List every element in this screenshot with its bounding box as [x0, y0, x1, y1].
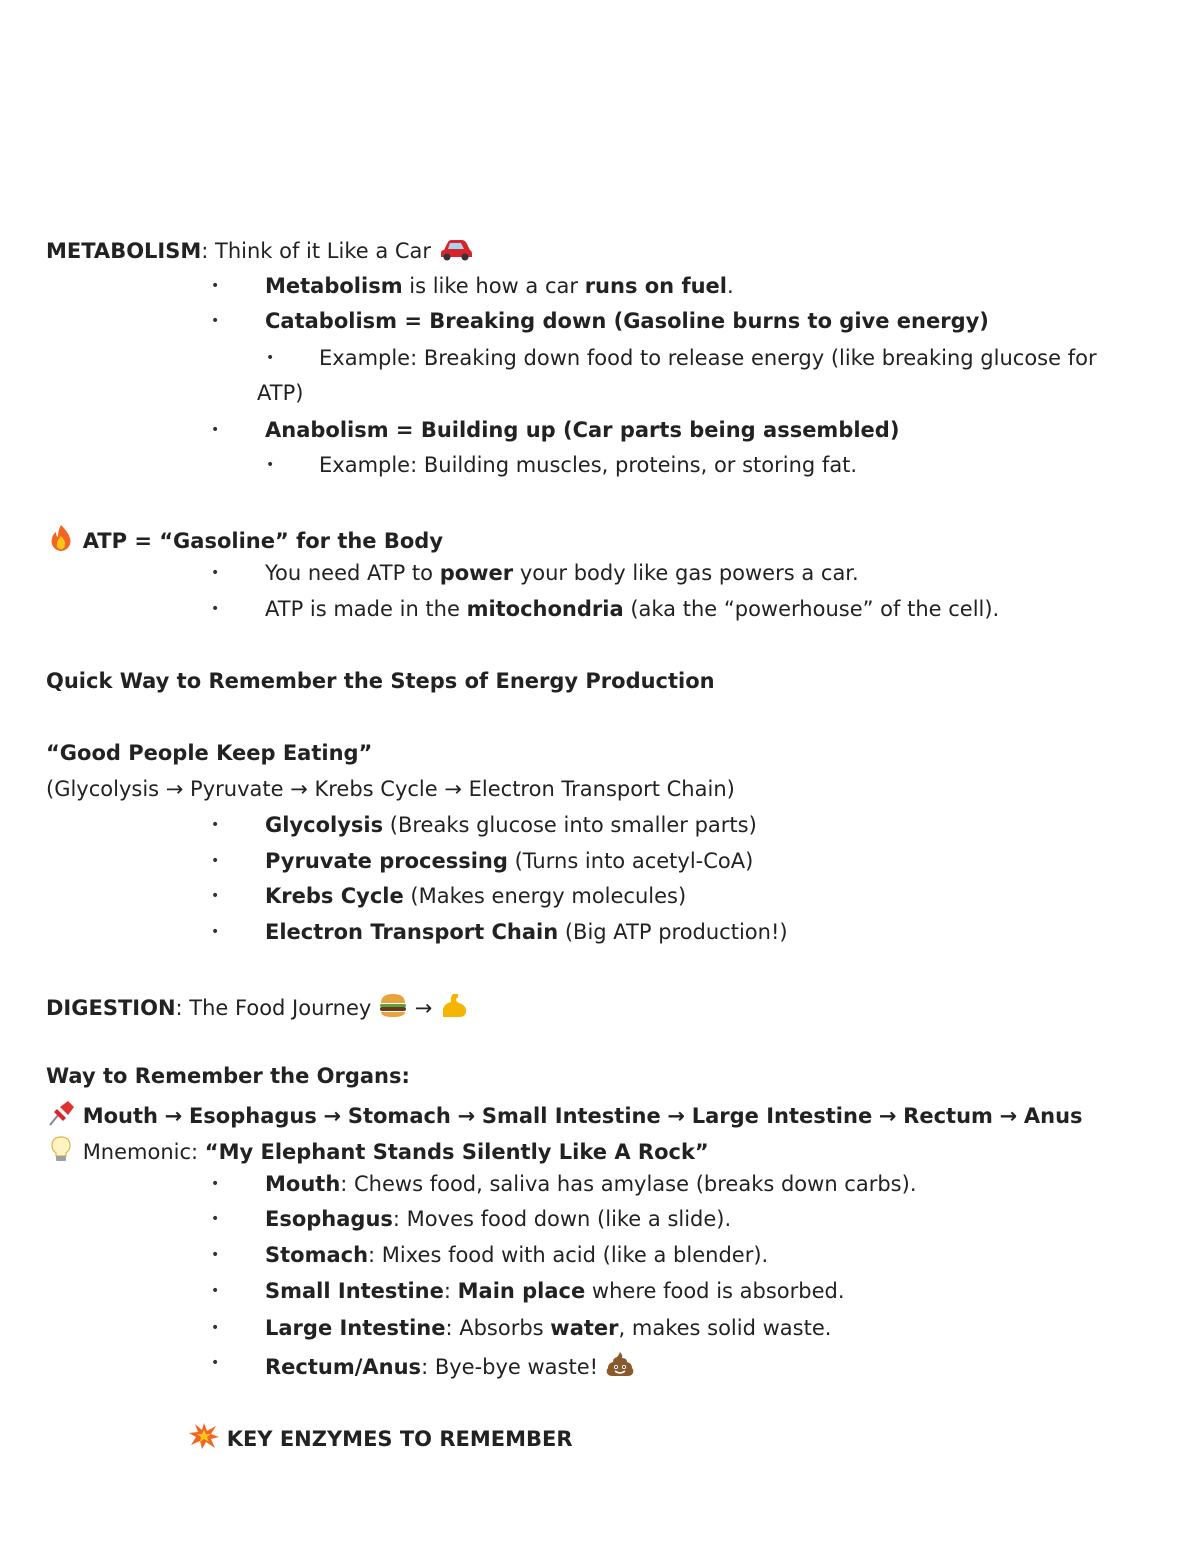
digestion-heading-bold: DIGESTION [46, 996, 176, 1020]
term: Glycolysis [265, 813, 384, 837]
term: water [550, 1316, 619, 1340]
text: (aka the “powerhouse” of the cell). [623, 597, 1000, 621]
organs-path [46, 1099, 1200, 1133]
text: (Breaks glucose into smaller parts) [383, 813, 757, 837]
bullet: • [211, 888, 220, 904]
text: : Moves food down (like a slide). [392, 1207, 732, 1231]
bullet: • [211, 1320, 220, 1336]
term: Esophagus [265, 1207, 393, 1231]
enzymes-heading-wrap [188, 1422, 573, 1456]
bullet: • [211, 565, 220, 581]
energy-mnemonic-text: “Good People Keep Eating” [46, 741, 373, 765]
text: (Big ATP production!) [558, 920, 788, 944]
text: : Mixes food with acid (like a blender). [368, 1243, 769, 1267]
term: Main place [457, 1279, 586, 1303]
term-anabolism: Anabolism = Building up (Car parts being assembled) [265, 418, 900, 442]
organ-stomach: Stomach [347, 1104, 451, 1128]
list-item-text [265, 1278, 845, 1304]
list-item-text [265, 417, 899, 443]
term: Stomach [265, 1243, 369, 1267]
bullet: • [211, 601, 220, 617]
bullet: • [211, 1355, 220, 1371]
list-item-text [265, 1315, 831, 1341]
flexed-bicep-icon [439, 991, 469, 1025]
energy-heading-text: Quick Way to Remember the Steps of Energy Production [46, 669, 715, 693]
digestion-heading [46, 991, 1200, 1025]
term: Pyruvate processing [265, 849, 508, 873]
bullet: • [211, 1283, 220, 1299]
path-arrow: → [164, 1104, 183, 1128]
path-arrow: → [323, 1104, 342, 1128]
bullet: • [211, 313, 220, 329]
bullet: • [211, 278, 220, 294]
term: Electron Transport Chain [265, 920, 559, 944]
car-icon [438, 236, 474, 268]
bullet: • [211, 853, 220, 869]
text: is like how a car [402, 274, 585, 298]
organs-mnemonic [46, 1135, 1200, 1169]
text: . [726, 274, 734, 298]
energy-sequence [46, 776, 1200, 802]
text: (Makes energy molecules) [403, 884, 687, 908]
text: You need ATP to [265, 561, 440, 585]
list-item-text [265, 883, 686, 909]
text: : Bye-bye waste! [421, 1355, 599, 1379]
enzymes-heading-text: KEY ENZYMES TO REMEMBER [226, 1427, 573, 1451]
path-arrow: → [667, 1104, 686, 1128]
term: Large Intestine [265, 1316, 446, 1340]
poop-icon [605, 1350, 635, 1384]
metabolism-heading [46, 236, 1200, 268]
organ-small-intestine: Small Intestine [481, 1104, 661, 1128]
list-item-text [265, 1242, 768, 1268]
bullet: • [211, 924, 220, 940]
organ-rectum: Rectum [903, 1104, 993, 1128]
list-item-text [265, 1350, 635, 1384]
energy-heading [46, 668, 1200, 694]
term-power: power [439, 561, 514, 585]
organ-esophagus: Esophagus [188, 1104, 317, 1128]
pushpin-icon [46, 1099, 76, 1133]
bullet: • [266, 350, 275, 366]
mnemonic-label: Mnemonic: [82, 1140, 205, 1164]
organ-anus: Anus [1023, 1104, 1083, 1128]
bullet: • [211, 1247, 220, 1263]
atp-heading [46, 524, 1200, 558]
list-item-text [265, 812, 757, 838]
sub-list-item-text: Example: Breaking down food to release energy (like breaking glucose for [319, 346, 1097, 370]
sub-list-item-text: Example: Building muscles, proteins, or storing fat. [319, 453, 858, 477]
organs-heading [46, 1063, 1200, 1089]
term-mitochondria: mitochondria [466, 597, 624, 621]
list-item-text [265, 308, 989, 334]
list-item-text [265, 596, 999, 622]
text: where food is absorbed. [585, 1279, 845, 1303]
path-arrow: → [457, 1104, 476, 1128]
list-item-text [265, 919, 788, 945]
arrow-icon: → [414, 996, 433, 1020]
term-metabolism: Metabolism [265, 274, 403, 298]
organ-large-intestine: Large Intestine [691, 1104, 873, 1128]
metabolism-heading-bold: METABOLISM [46, 239, 202, 263]
list-item-text [265, 848, 753, 874]
term: Rectum/Anus [265, 1355, 422, 1379]
list-item-text [265, 1206, 731, 1232]
text: : Chews food, saliva has amylase (breaks down carbs). [340, 1172, 917, 1196]
term: Small Intestine [265, 1279, 444, 1303]
term-runs-on-fuel: runs on fuel [584, 274, 727, 298]
term: Mouth [265, 1172, 341, 1196]
bullet: • [266, 457, 275, 473]
term: Krebs Cycle [265, 884, 404, 908]
list-item-text [265, 560, 859, 586]
bullet: • [211, 817, 220, 833]
bullet: • [211, 1211, 220, 1227]
text: , makes solid waste. [618, 1316, 832, 1340]
lightbulb-icon [46, 1135, 76, 1169]
text: : Absorbs [445, 1316, 551, 1340]
text: ATP is made in the [265, 597, 467, 621]
energy-mnemonic [46, 740, 1200, 766]
organs-heading-text: Way to Remember the Organs: [46, 1064, 410, 1088]
term-catabolism: Catabolism = Breaking down (Gasoline burns to give energy) [265, 309, 989, 333]
continuation-text: ATP) [257, 381, 304, 405]
text: your body like gas powers a car. [513, 561, 859, 585]
mnemonic-text: “My Elephant Stands Silently Like A Rock” [204, 1140, 709, 1164]
bullet: • [211, 1176, 220, 1192]
digestion-heading-rest: : The Food Journey [175, 996, 372, 1020]
path-arrow: → [999, 1104, 1018, 1128]
collision-icon [188, 1422, 220, 1456]
list-item-text [265, 273, 734, 299]
fire-icon [46, 524, 76, 558]
metabolism-heading-rest: : Think of it Like a Car [201, 239, 432, 263]
burger-icon [378, 991, 408, 1025]
text: (Turns into acetyl-CoA) [507, 849, 754, 873]
organ-mouth: Mouth [82, 1104, 158, 1128]
energy-sequence-text: (Glycolysis → Pyruvate → Krebs Cycle → Electron Transport Chain) [46, 777, 735, 801]
list-item-text [265, 1171, 917, 1197]
atp-heading-text: ATP = “Gasoline” for the Body [82, 529, 444, 553]
text: : [443, 1279, 458, 1303]
path-arrow: → [878, 1104, 897, 1128]
bullet: • [211, 422, 220, 438]
